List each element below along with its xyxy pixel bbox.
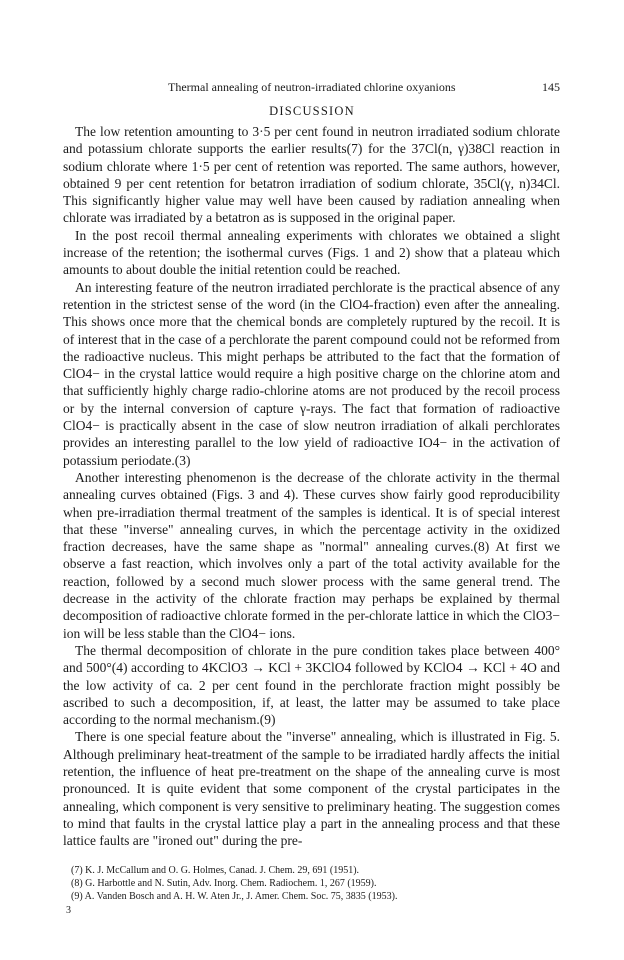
article-body (63, 123, 560, 849)
footnote-references (63, 864, 560, 903)
paragraph: An interesting feature of the neutron irradiated perchlorate is the practical absence of any retention in the strictest sense of the word (in the ClO4-fraction) even after the annealing. This shows once more that the chemical bonds are completely ruptured by the recoil. It is of interest that in the case of a perchlorate the parent compound could not be reformed from the radioactive nucleus. This might perhaps be attributed to the fact that the formation of ClO4− in the crystal lattice would require a high positive charge on the chlorine atom and that sufficiently highly charge radio-chlorine atoms are not produced by the recoil process or by the internal conversion of capture γ-rays. The fact that formation of radioactive ClO4− is practically absent in the case of slow neutron irradiation of alkali perchlorates provides an interesting parallel to the low yield of radioactive IO4− in the activation of potassium periodate.(3) (63, 279, 560, 468)
paragraph: The thermal decomposition of chlorate in the pure condition takes place between 400° and 500°(4) according to 4KClO3 → KCl + 3KClO4 followed by KClO4 → KCl + 4O and the low activity of ca. 2 per cent found in the perchlorate fraction might possibly be ascribed to such a decomposition, if, at least, the latter may be assumed to take place according to the normal mechanism.(9) (63, 642, 560, 728)
reference-item: (7) K. J. McCallum and O. G. Holmes, Canad. J. Chem. 29, 691 (1951). (71, 865, 360, 876)
signature-mark: 3 (66, 905, 71, 916)
running-header (150, 80, 560, 95)
paragraph: The low retention amounting to 3·5 per cent found in neutron irradiated sodium chlorate and potassium chlorate supports the earlier results(7) for the 37Cl(n, γ)38Cl reaction in sodium chlorate where 1·5 per cent of retention was reported. The same authors, however, obtained 9 per cent retention for betatron irradiation of sodium chlorate, 35Cl(γ, n)34Cl. This significantly higher value may well have been caused by radiation annealing when chlorate was irradiated by a betatron as is supposed in the original paper. (63, 124, 560, 226)
page-number: 145 (542, 80, 560, 94)
paragraph: Another interesting phenomenon is the decrease of the chlorate activity in the thermal annealing curves obtained (Figs. 3 and 4). These curves show fairly good reproducibility when pre-irradiation thermal treatment of the samples is identical. It is of special interest that these "inverse" annealing curves, in which the percentage activity in the oxidized fraction decreases, have the same shape as "normal" annealing curves.(8) At first we observe a fast reaction, which involves only a part of the total activity available for the reaction, followed by a second much slower process with the same general trend. The decrease in the activity of the chlorate fraction may perhaps be explained by thermal decomposition of radioactive chlorate formed in the per-chlorate lattice in which the ClO3− ion will be less stable than the ClO4− ions. (63, 469, 560, 641)
section-heading: DISCUSSION (269, 104, 355, 118)
paragraph: There is one special feature about the "inverse" annealing, which is illustrated in Fig. 5. Although preliminary heat-treatment of the sample to be irradiated hardly affects the initial retention, the influence of heat pre-treatment on the shape of the annealing curve is most pronounced. It is quite evident that some component of the crystal participates in the annealing, which component is very sensitive to preliminary heating. The suggestion comes to mind that faults in the crystal lattice play a part in the annealing process and that these lattice faults are "ironed out" during the pre- (63, 729, 560, 849)
reference-item: (9) A. Vanden Bosch and A. H. W. Aten Jr., J. Amer. Chem. Soc. 75, 3835 (1953). (71, 891, 398, 902)
running-title: Thermal annealing of neutron-irradiated chlorine oxyanions (168, 80, 456, 94)
paragraph: In the post recoil thermal annealing experiments with chlorates we obtained a slight increase of the retention; the isothermal curves (Figs. 1 and 2) show that a plateau which amounts to about double the initial retention could be reached. (63, 227, 560, 278)
reference-item: (8) G. Harbottle and N. Sutin, Adv. Inorg. Chem. Radiochem. 1, 267 (1959). (71, 878, 377, 889)
